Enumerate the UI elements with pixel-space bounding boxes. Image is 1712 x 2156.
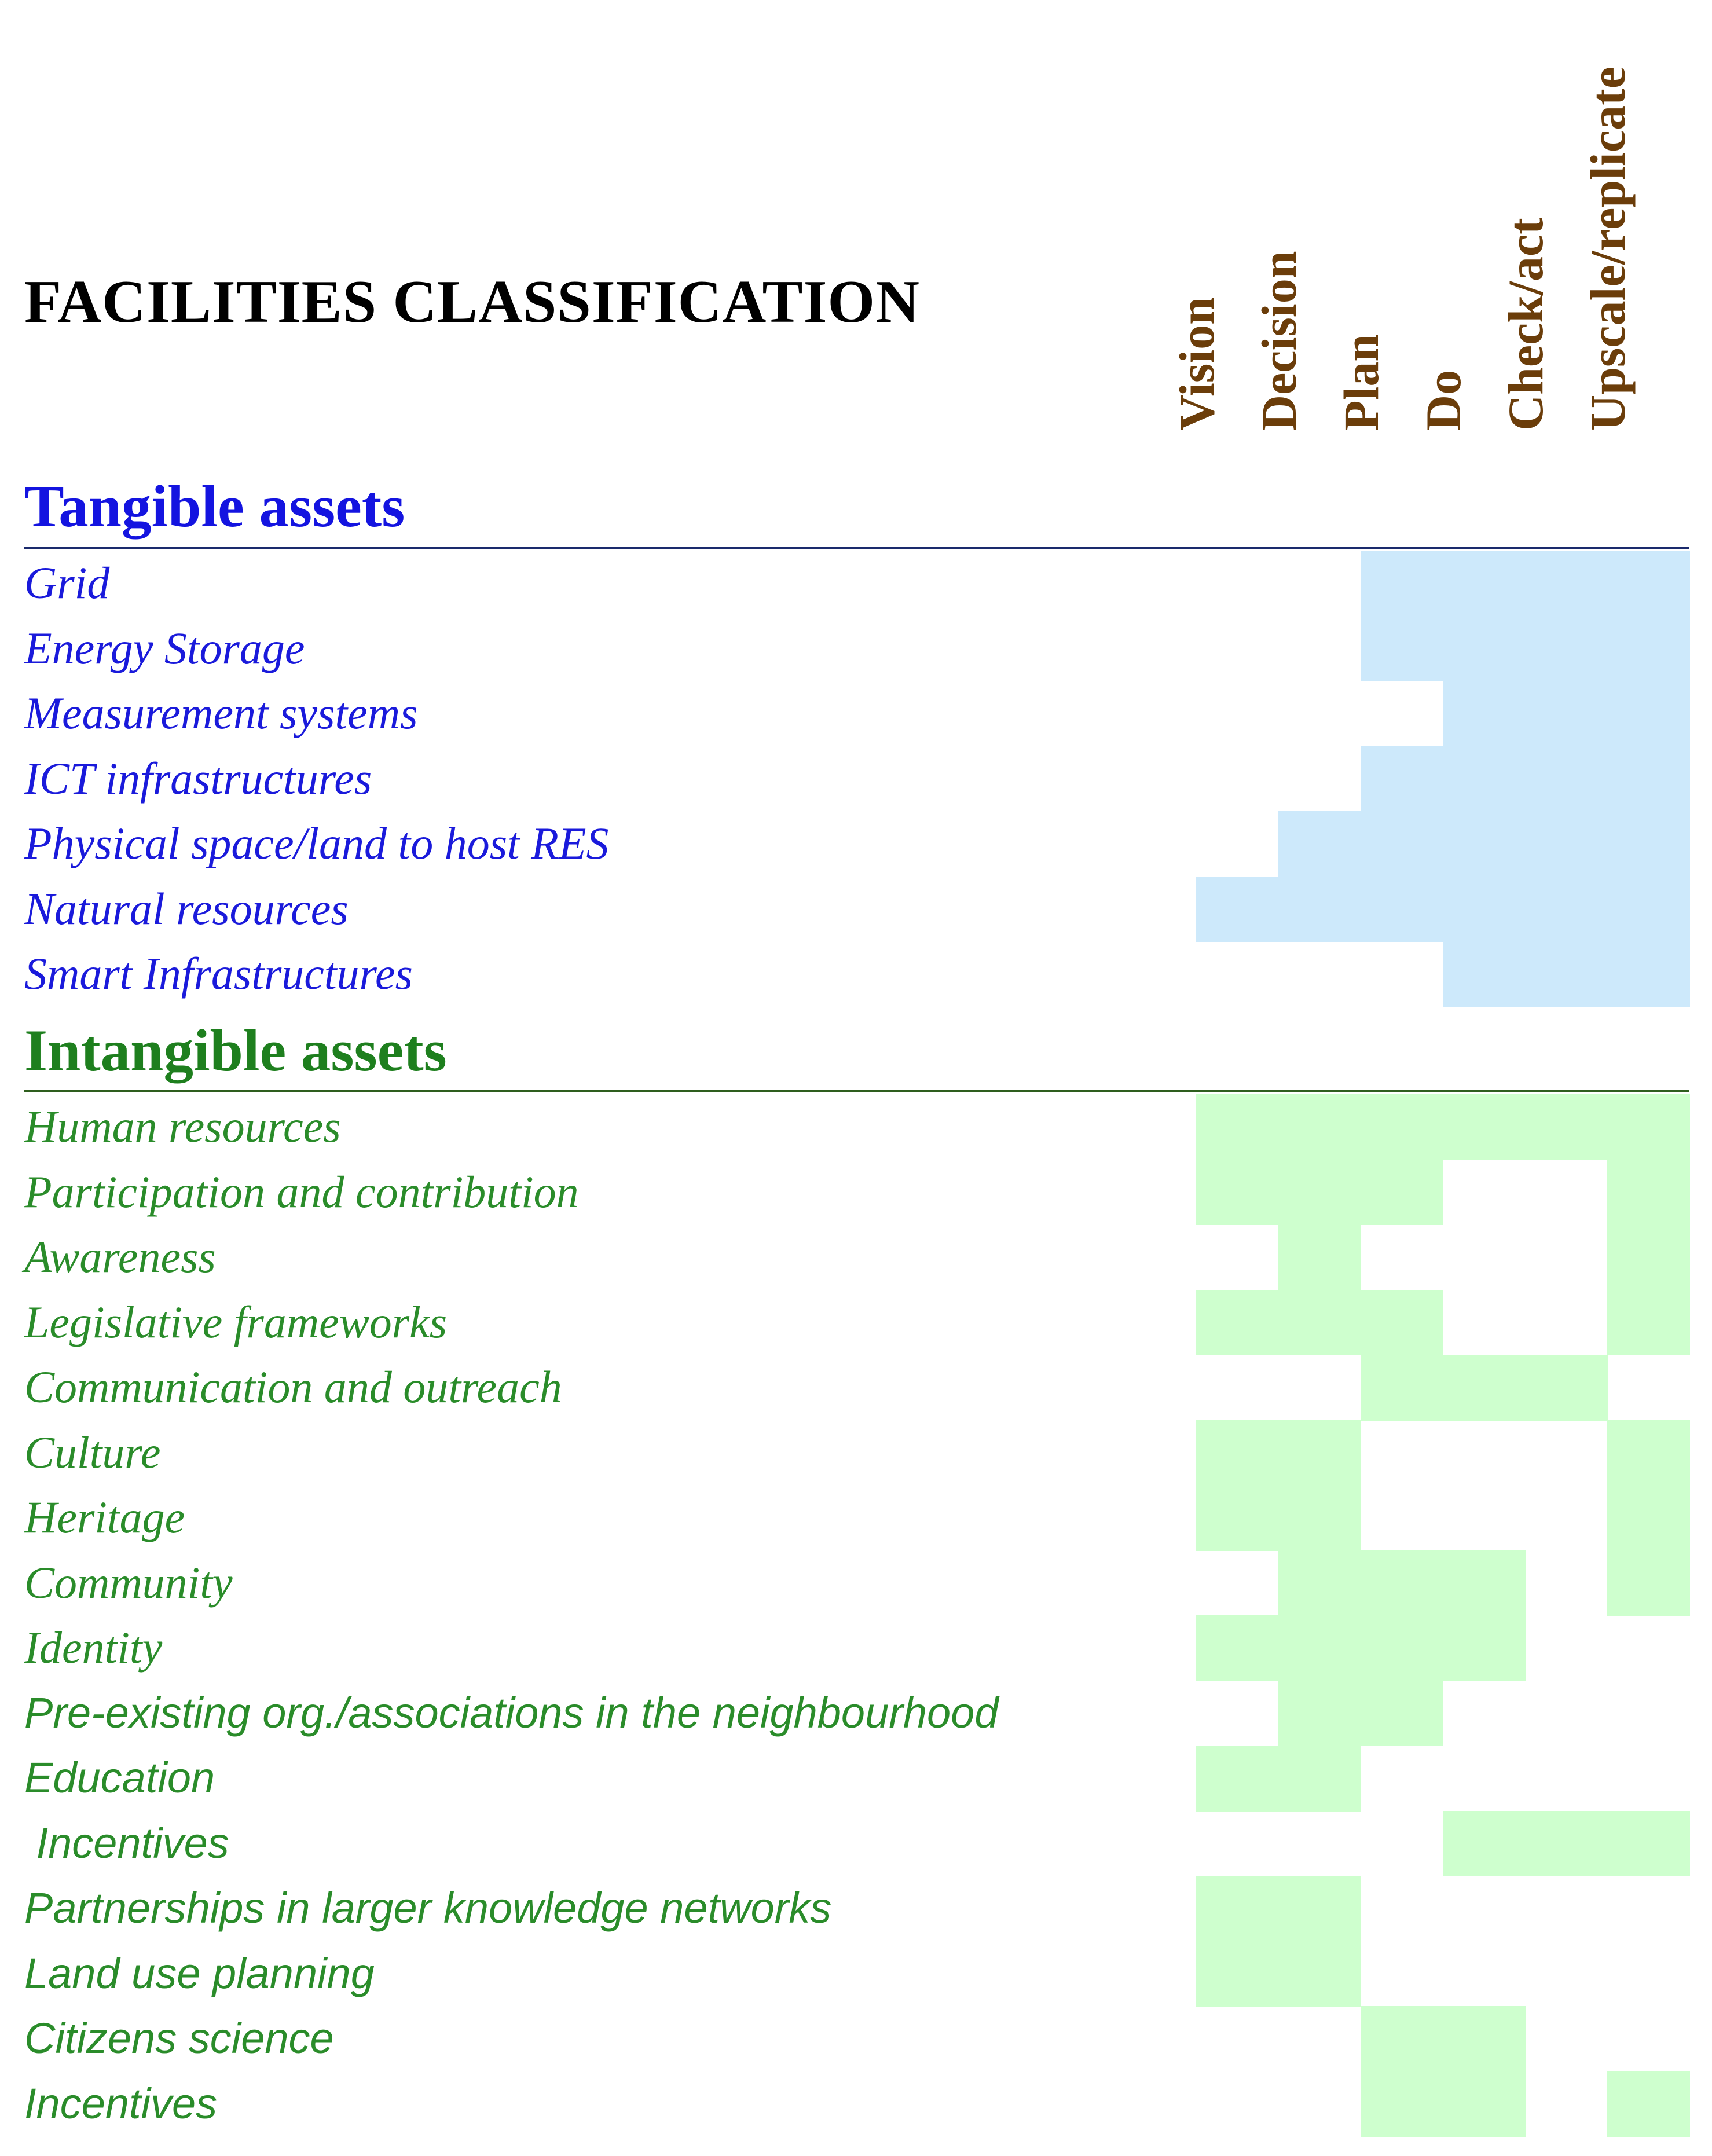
matrix-cell-land-use-planning-vision xyxy=(1196,1941,1279,2007)
matrix-cell-natural-resources-vision xyxy=(1196,877,1279,943)
section-title-tangible: Tangible assets xyxy=(24,474,405,540)
row-label-communication-and-outreach: Communication and outreach xyxy=(24,1362,562,1412)
row-label-incentives: Incentives xyxy=(24,1818,229,1867)
matrix-cell-human-resources-plan xyxy=(1361,1094,1443,1160)
matrix-cell-pre-existing-org-associations-in-the-neighbourhood-plan xyxy=(1361,1681,1443,1747)
matrix-cell-human-resources-do xyxy=(1443,1094,1526,1160)
matrix-cell-community-do xyxy=(1443,1550,1526,1616)
matrix-cell-participation-and-contribution-upscale-replicate xyxy=(1607,1160,1690,1226)
matrix-cell-participation-and-contribution-vision xyxy=(1196,1160,1279,1226)
matrix-cell-physical-space-land-to-host-res-do xyxy=(1443,811,1526,877)
row-label-measurement-systems: Measurement systems xyxy=(24,688,418,738)
row-label-natural-resources: Natural resources xyxy=(24,883,349,934)
row-label-legislative-frameworks: Legislative frameworks xyxy=(24,1296,448,1347)
matrix-cell-land-use-planning-decision xyxy=(1278,1941,1361,2007)
matrix-cell-communication-and-outreach-do xyxy=(1443,1355,1526,1421)
column-header-label: Vision xyxy=(1169,297,1225,431)
row-label-education: Education xyxy=(24,1754,215,1802)
row-label-citizens-science: Citizens science xyxy=(24,2014,334,2062)
matrix-cell-identity-plan xyxy=(1361,1615,1443,1681)
column-header-label: Decision xyxy=(1251,251,1307,431)
matrix-cell-measurement-systems-do xyxy=(1443,681,1526,747)
matrix-cell-incentives-check-act xyxy=(1525,1811,1608,1877)
matrix-cell-physical-space-land-to-host-res-upscale-replicate xyxy=(1607,811,1690,877)
matrix-cell-ict-infrastructures-check-act xyxy=(1525,746,1608,812)
row-label-awareness: Awareness xyxy=(24,1231,216,1282)
row-label-human-resources: Human resources xyxy=(24,1101,341,1152)
section-divider-tangible xyxy=(24,547,1689,549)
matrix-cell-energy-storage-do xyxy=(1443,616,1526,682)
row-label-energy-storage: Energy Storage xyxy=(24,622,305,673)
matrix-cell-partnerships-in-larger-knowledge-networks-vision xyxy=(1196,1876,1279,1942)
matrix-cell-pre-existing-org-associations-in-the-neighbourhood-decision xyxy=(1278,1681,1361,1747)
matrix-cell-grid-do xyxy=(1443,551,1526,617)
matrix-cell-community-decision xyxy=(1278,1550,1361,1616)
matrix-cell-participation-and-contribution-plan xyxy=(1361,1160,1443,1226)
matrix-cell-physical-space-land-to-host-res-decision xyxy=(1278,811,1361,877)
matrix-cell-natural-resources-do xyxy=(1443,877,1526,943)
matrix-cell-human-resources-upscale-replicate xyxy=(1607,1094,1690,1160)
matrix-cell-communication-and-outreach-check-act xyxy=(1525,1355,1608,1421)
column-header-label: Plan xyxy=(1333,333,1389,431)
matrix-cell-natural-resources-check-act xyxy=(1525,877,1608,943)
matrix-cell-citizens-science-do xyxy=(1443,2006,1526,2072)
row-label-pre-existing-org-associations-in-the-neighbourhood: Pre-existing org./associations in the neighbourhood xyxy=(24,1688,999,1737)
matrix-cell-heritage-vision xyxy=(1196,1485,1279,1551)
matrix-cell-natural-resources-decision xyxy=(1278,877,1361,943)
section-divider-intangible xyxy=(24,1090,1689,1092)
section-title-intangible: Intangible assets xyxy=(24,1018,447,1084)
matrix-cell-measurement-systems-upscale-replicate xyxy=(1607,681,1690,747)
row-label-participation-and-contribution: Participation and contribution xyxy=(24,1166,579,1217)
matrix-cell-physical-space-land-to-host-res-check-act xyxy=(1525,811,1608,877)
matrix-cell-ict-infrastructures-plan xyxy=(1361,746,1443,812)
matrix-cell-citizens-science-plan xyxy=(1361,2006,1443,2072)
page-title: FACILITIES CLASSIFICATION xyxy=(24,267,920,335)
matrix-cell-identity-decision xyxy=(1278,1615,1361,1681)
column-header-label: Check/act xyxy=(1498,218,1553,431)
matrix-cell-smart-infrastructures-do xyxy=(1443,941,1526,1007)
row-label-community: Community xyxy=(24,1557,233,1608)
row-label-culture: Culture xyxy=(24,1427,161,1477)
matrix-cell-human-resources-check-act xyxy=(1525,1094,1608,1160)
row-label-land-use-planning: Land use planning xyxy=(24,1949,375,1997)
matrix-cell-natural-resources-upscale-replicate xyxy=(1607,877,1690,943)
matrix-cell-legislative-frameworks-decision xyxy=(1278,1290,1361,1356)
matrix-cell-legislative-frameworks-plan xyxy=(1361,1290,1443,1356)
matrix-cell-ict-infrastructures-upscale-replicate xyxy=(1607,746,1690,812)
matrix-cell-physical-space-land-to-host-res-plan xyxy=(1361,811,1443,877)
matrix-cell-smart-infrastructures-upscale-replicate xyxy=(1607,941,1690,1007)
matrix-cell-awareness-upscale-replicate xyxy=(1607,1224,1690,1290)
matrix-cell-human-resources-decision xyxy=(1278,1094,1361,1160)
matrix-cell-culture-decision xyxy=(1278,1420,1361,1486)
column-header-label: Do xyxy=(1416,369,1471,431)
matrix-cell-energy-storage-upscale-replicate xyxy=(1607,616,1690,682)
row-label-heritage: Heritage xyxy=(24,1492,185,1542)
matrix-cell-energy-storage-check-act xyxy=(1525,616,1608,682)
matrix-cell-smart-infrastructures-check-act xyxy=(1525,941,1608,1007)
row-label-partnerships-in-larger-knowledge-networks: Partnerships in larger knowledge networks xyxy=(24,1884,832,1932)
matrix-cell-human-resources-vision xyxy=(1196,1094,1279,1160)
matrix-cell-awareness-decision xyxy=(1278,1224,1361,1290)
matrix-cell-community-upscale-replicate xyxy=(1607,1550,1690,1616)
matrix-cell-education-vision xyxy=(1196,1746,1279,1812)
matrix-cell-participation-and-contribution-decision xyxy=(1278,1160,1361,1226)
matrix-cell-incentives-plan xyxy=(1361,2071,1443,2137)
matrix-cell-grid-upscale-replicate xyxy=(1607,551,1690,617)
row-label-ict-infrastructures: ICT infrastructures xyxy=(24,753,372,804)
matrix-cell-grid-plan xyxy=(1361,551,1443,617)
row-label-incentives: Incentives xyxy=(24,2079,218,2128)
matrix-cell-communication-and-outreach-plan xyxy=(1361,1355,1443,1421)
matrix-cell-culture-upscale-replicate xyxy=(1607,1420,1690,1486)
matrix-cell-measurement-systems-check-act xyxy=(1525,681,1608,747)
row-label-identity: Identity xyxy=(24,1622,163,1673)
matrix-cell-legislative-frameworks-upscale-replicate xyxy=(1607,1290,1690,1356)
matrix-cell-community-plan xyxy=(1361,1550,1443,1616)
matrix-cell-incentives-upscale-replicate xyxy=(1607,1811,1690,1877)
matrix-cell-culture-vision xyxy=(1196,1420,1279,1486)
matrix-cell-incentives-do xyxy=(1443,1811,1526,1877)
matrix-cell-incentives-upscale-replicate xyxy=(1607,2071,1690,2137)
matrix-cell-partnerships-in-larger-knowledge-networks-decision xyxy=(1278,1876,1361,1942)
matrix-cell-energy-storage-plan xyxy=(1361,616,1443,682)
matrix-cell-identity-vision xyxy=(1196,1615,1279,1681)
matrix-cell-heritage-upscale-replicate xyxy=(1607,1485,1690,1551)
matrix-cell-legislative-frameworks-vision xyxy=(1196,1290,1279,1356)
matrix-cell-heritage-decision xyxy=(1278,1485,1361,1551)
row-label-smart-infrastructures: Smart Infrastructures xyxy=(24,948,413,999)
matrix-cell-natural-resources-plan xyxy=(1361,877,1443,943)
matrix-cell-education-decision xyxy=(1278,1746,1361,1812)
matrix-cell-incentives-do xyxy=(1443,2071,1526,2137)
matrix-cell-identity-do xyxy=(1443,1615,1526,1681)
matrix-cell-grid-check-act xyxy=(1525,551,1608,617)
row-label-grid: Grid xyxy=(24,558,110,608)
column-header-label: Upscale/replicate xyxy=(1580,67,1636,431)
row-label-physical-space-land-to-host-res: Physical space/land to host RES xyxy=(24,818,609,868)
matrix-cell-ict-infrastructures-do xyxy=(1443,746,1526,812)
